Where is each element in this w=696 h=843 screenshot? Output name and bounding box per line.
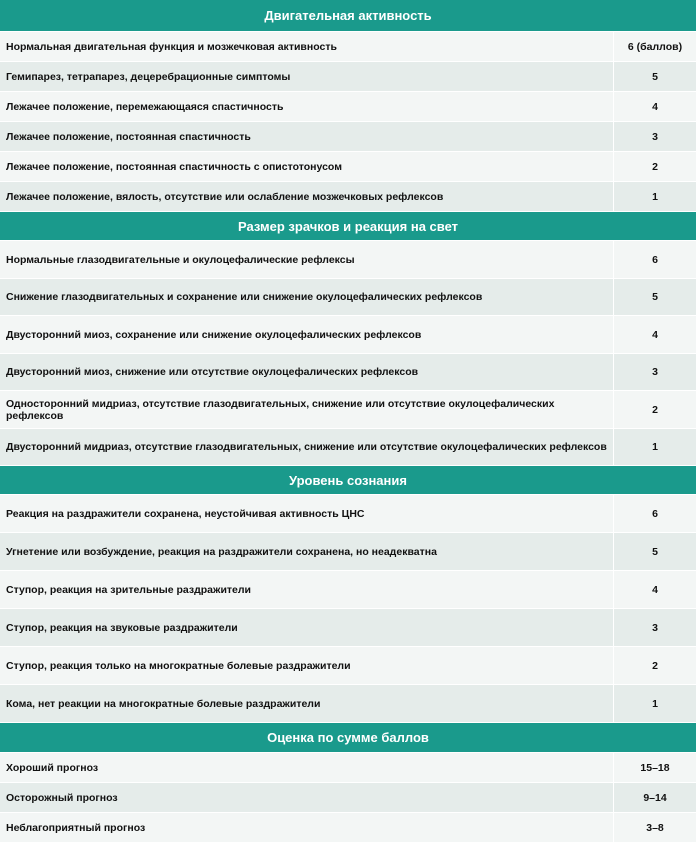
row-score: 1 (652, 190, 658, 203)
row-label: Снижение глазодвигательных и сохранение или снижение окулоцефалических рефлексов (0, 279, 614, 315)
row-score: 2 (652, 403, 658, 416)
row-label: Лежачее положение, вялость, отсутствие или ослабление мозжечковых рефлексов (0, 182, 614, 211)
row-score: 5 (652, 545, 658, 558)
table-row (0, 647, 696, 685)
table-row (0, 753, 696, 783)
row-score: 6 (652, 253, 658, 266)
table-row (0, 571, 696, 609)
table-row (0, 813, 696, 843)
row-score: 6 (баллов) (627, 40, 683, 53)
row-score: 3 (652, 366, 658, 378)
section-header-total-score: Оценка по сумме баллов (0, 723, 696, 753)
row-score: 3 (652, 621, 658, 634)
row-score: 6 (652, 507, 658, 520)
row-label: Лежачее положение, постоянная спастичность с опистотонусом (0, 152, 614, 181)
row-label: Неблагоприятный прогноз (0, 813, 614, 842)
table-row (0, 182, 696, 212)
section-header-pupils: Размер зрачков и реакция на свет (0, 212, 696, 241)
table-row (0, 62, 696, 92)
row-score: 1 (652, 697, 658, 710)
row-label: Хороший прогноз (0, 753, 614, 782)
row-label: Лежачее положение, постоянная спастичность (0, 122, 614, 151)
row-score: 5 (652, 291, 658, 303)
row-label: Лежачее положение, перемежающаяся спастичность (0, 92, 614, 121)
row-score: 4 (652, 100, 658, 113)
table-row (0, 241, 696, 279)
table-row (0, 354, 696, 391)
table-row (0, 32, 696, 62)
row-label: Реакция на раздражители сохранена, неустойчивая активность ЦНС (0, 495, 614, 532)
row-label: Ступор, реакция только на многократные болевые раздражители (0, 647, 614, 684)
row-score: 5 (652, 70, 658, 83)
table-row (0, 152, 696, 182)
row-score: 2 (652, 659, 658, 672)
row-score: 2 (652, 160, 658, 173)
row-label: Ступор, реакция на звуковые раздражители (0, 609, 614, 646)
section-header-motor: Двигательная активность (0, 0, 696, 32)
row-score: 1 (652, 441, 658, 453)
table-row (0, 685, 696, 723)
row-score: 3–8 (646, 821, 664, 834)
table-row (0, 92, 696, 122)
row-score: 4 (652, 328, 658, 341)
row-label: Гемипарез, тетрапарез, децеребрационные симптомы (0, 62, 614, 91)
table-row (0, 279, 696, 316)
table-row (0, 122, 696, 152)
row-label: Угнетение или возбуждение, реакция на раздражители сохранена, но неадекватна (0, 533, 614, 570)
row-score: 9–14 (643, 791, 667, 804)
row-label: Ступор, реакция на зрительные раздражители (0, 571, 614, 608)
row-score: 4 (652, 583, 658, 596)
table-row (0, 391, 696, 429)
row-label: Осторожный прогноз (0, 783, 614, 812)
table-row (0, 495, 696, 533)
row-label: Двусторонний миоз, снижение или отсутствие окулоцефалических рефлексов (0, 354, 614, 390)
row-score: 3 (652, 130, 658, 143)
row-label: Двусторонний миоз, сохранение или снижение окулоцефалических рефлексов (0, 316, 614, 353)
table-row (0, 533, 696, 571)
table-row (0, 609, 696, 647)
row-label: Двусторонний мидриаз, отсутствие глазодвигательных, снижение или отсутствие окулоцефалических рефлексов (0, 429, 614, 465)
row-label: Нормальная двигательная функция и мозжечковая активность (0, 32, 614, 61)
row-label: Нормальные глазодвигательные и окулоцефалические рефлексы (0, 241, 614, 278)
row-label: Односторонний мидриаз, отсутствие глазодвигательных, снижение или отсутствие окулоцефалических рефлексов (0, 391, 614, 428)
row-score: 15–18 (640, 761, 670, 774)
table-row (0, 316, 696, 354)
table-row (0, 783, 696, 813)
row-label: Кома, нет реакции на многократные болевые раздражители (0, 685, 614, 722)
section-header-consciousness: Уровень сознания (0, 466, 696, 495)
table-row (0, 429, 696, 466)
